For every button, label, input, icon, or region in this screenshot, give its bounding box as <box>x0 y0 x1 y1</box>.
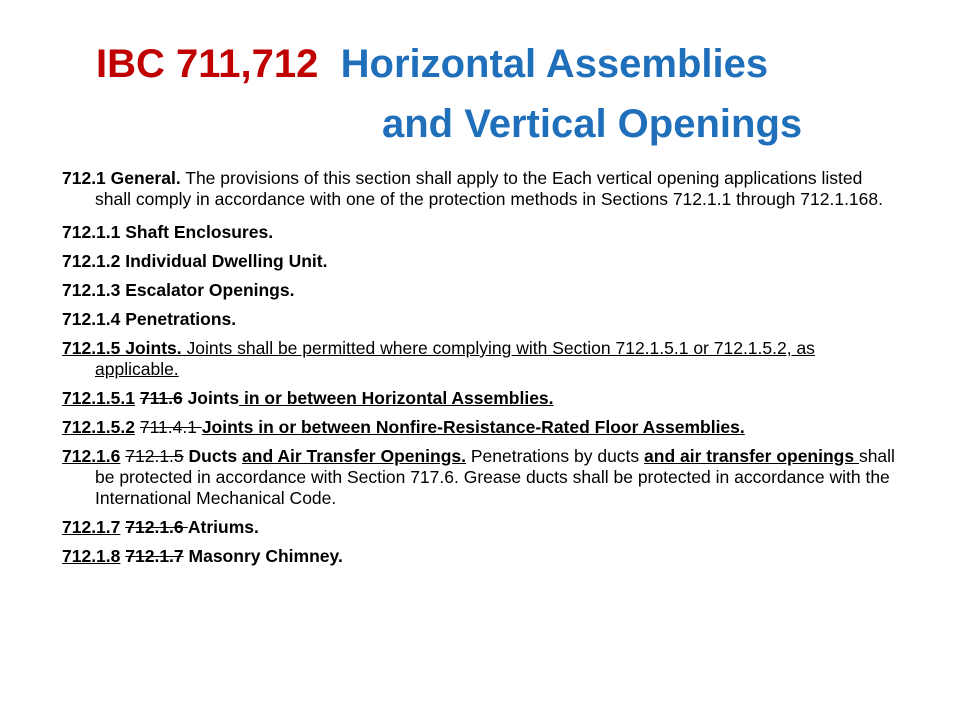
new-section-number: 712.1.5.1 <box>62 388 135 408</box>
section-number: 712.1 General. <box>62 168 181 188</box>
para-712-1-8 <box>62 546 902 567</box>
inserted-heading: and Air Transfer Openings. <box>242 446 467 466</box>
section-text: The provisions of this section shall apply to the Each vertical opening applications listed shall comply in accordance with one of the protection methods in Sections 712.1.1 through 712.1.168. <box>95 168 883 209</box>
title-subject-line2: and Vertical Openings <box>382 102 803 146</box>
section-heading: Ducts <box>188 446 238 466</box>
para-712-1-3 <box>62 280 902 301</box>
slide-body <box>62 168 902 575</box>
section-heading: 712.1.1 Shaft Enclosures. <box>62 222 274 242</box>
title-code: IBC 711,712 <box>96 42 319 86</box>
deleted-section-number: 711.6 <box>139 388 183 408</box>
new-section-number: 712.1.5.2 <box>62 417 135 437</box>
para-712-1-2 <box>62 251 902 272</box>
new-section-number: 712.1.7 <box>62 517 121 537</box>
para-712-1-7 <box>62 517 902 538</box>
section-text: Penetrations by ducts <box>466 446 645 466</box>
section-heading: 712.1.4 Penetrations. <box>62 309 237 329</box>
section-heading: Joints <box>187 388 240 408</box>
para-712-1-4 <box>62 309 902 330</box>
section-text: shall be protected in accordance with Section 717.6. Grease ducts shall be protected in accordance with the International Mechanical Code. <box>95 446 895 508</box>
inserted-text: and air transfer openings <box>644 446 859 466</box>
inserted-text: in or between Horizontal Assemblies. <box>239 388 554 408</box>
new-section-number: 712.1.6 <box>62 446 121 466</box>
deleted-section-number: 712.1.5 <box>125 446 184 466</box>
section-number: 712.1.5 Joints. <box>62 338 182 358</box>
para-712-1-5 <box>62 338 902 380</box>
inserted-text: Joints in or between Nonfire-Resistance-Rated Floor Assemblies. <box>201 417 745 437</box>
new-section-number: 712.1.8 <box>62 546 121 566</box>
section-heading: Atriums. <box>187 517 259 537</box>
para-712-1-6 <box>62 446 902 509</box>
title-subject-line1: Horizontal Assemblies <box>340 42 769 86</box>
para-712-1 <box>62 168 902 210</box>
section-heading: 712.1.2 Individual Dwelling Unit. <box>62 251 328 271</box>
para-712-1-1 <box>62 222 902 243</box>
slide-title <box>96 34 896 154</box>
deleted-section-number: 711.4.1 <box>139 417 202 437</box>
deleted-section-number: 712.1.6 <box>125 517 188 537</box>
section-heading: 712.1.3 Escalator Openings. <box>62 280 295 300</box>
para-712-1-5-2 <box>62 417 902 438</box>
section-heading: Masonry Chimney. <box>183 546 343 566</box>
inserted-text <box>62 338 815 379</box>
section-text: Joints shall be permitted where complying with Section 712.1.5.1 or 712.1.5.2, as applicable. <box>95 338 815 379</box>
para-712-1-5-1 <box>62 388 902 409</box>
deleted-section-number: 712.1.7 <box>125 546 184 566</box>
